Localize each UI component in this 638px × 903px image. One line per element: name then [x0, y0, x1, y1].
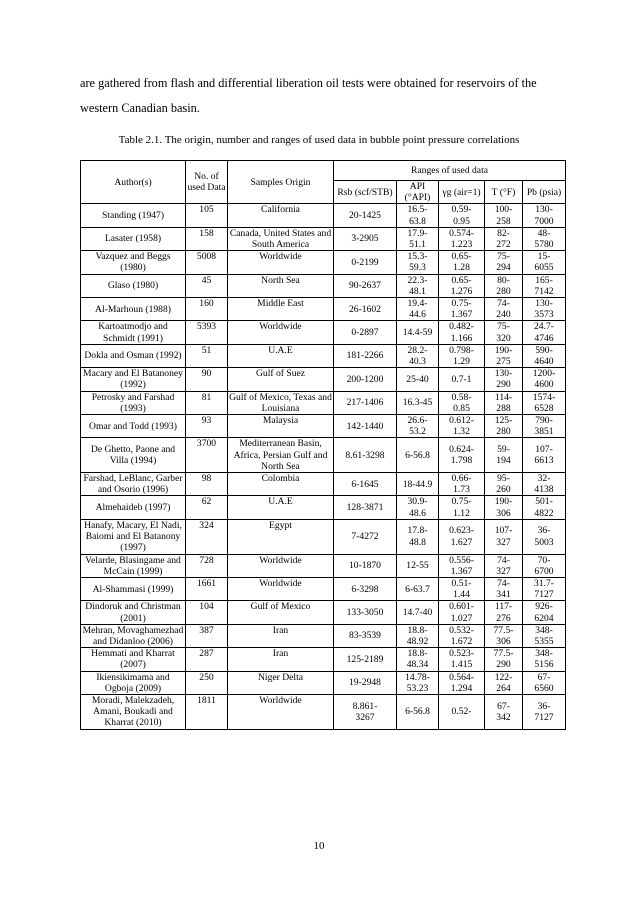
author-cell: Mehran, Movaghamezhad and Didanloo (2006): [81, 624, 186, 647]
table-row: [81, 473, 566, 496]
intro-paragraph: are gathered from flash and differential liberation oil tests were obtained for reservoirs of the western Canadian basin.: [80, 76, 537, 115]
table-row: [81, 601, 566, 624]
api-range-cell: 18.8- 48.92: [397, 624, 439, 647]
data-count-cell: 324: [186, 519, 228, 554]
gamma-g-range-cell: 0.624- 1.798: [439, 438, 485, 473]
origin-cell: Canada, United States and South America: [228, 227, 334, 250]
table-row: [81, 298, 566, 321]
rsb-range-cell: 90-2637: [334, 274, 397, 297]
rsb-range-cell: 26-1602: [334, 298, 397, 321]
header-rsb: Rsb (scf/STB): [334, 181, 397, 204]
gamma-g-range-cell: 0.75- 1.367: [439, 298, 485, 321]
author-cell: Moradi, Malekzadeh, Amani, Boukadi and Kharrat (2010): [81, 694, 186, 729]
api-range-cell: 17.8- 48.8: [397, 519, 439, 554]
gamma-g-range-cell: 0.574- 1.223: [439, 227, 485, 250]
origin-cell: Gulf of Suez: [228, 368, 334, 391]
pb-range-cell: 48- 5780: [523, 227, 566, 250]
api-range-cell: 19.4- 44.6: [397, 298, 439, 321]
rsb-range-cell: 133-3050: [334, 601, 397, 624]
gamma-g-range-cell: 0.523- 1.415: [439, 648, 485, 671]
gamma-g-range-cell: 0.623- 1.627: [439, 519, 485, 554]
pb-range-cell: 926- 6204: [523, 601, 566, 624]
table-row: [81, 415, 566, 438]
origin-cell: North Sea: [228, 274, 334, 297]
pb-range-cell: 165- 7142: [523, 274, 566, 297]
pb-range-cell: 36- 5003: [523, 519, 566, 554]
gamma-g-range-cell: 0.564- 1.294: [439, 671, 485, 694]
table-row: [81, 227, 566, 250]
gamma-g-range-cell: 0.65- 1.28: [439, 251, 485, 274]
rsb-range-cell: 0-2897: [334, 321, 397, 344]
temperature-range-cell: 95- 260: [485, 473, 523, 496]
bubble-point-data-table: [80, 160, 566, 730]
author-cell: Ikiensikimama and Ogboja (2009): [81, 671, 186, 694]
header-ranges: Ranges of used data: [334, 161, 566, 181]
origin-cell: Malaysia: [228, 415, 334, 438]
author-cell: Almehaideb (1997): [81, 496, 186, 519]
api-range-cell: 30.9- 48.6: [397, 496, 439, 519]
temperature-range-cell: 190- 306: [485, 496, 523, 519]
author-cell: Hanafy, Macary, El Nadi, Baiomi and El Batanony (1997): [81, 519, 186, 554]
data-count-cell: 5008: [186, 251, 228, 274]
temperature-range-cell: 114- 288: [485, 391, 523, 414]
author-cell: Dindoruk and Christman (2001): [81, 601, 186, 624]
data-count-cell: 51: [186, 344, 228, 367]
gamma-g-range-cell: 0.59- 0.95: [439, 204, 485, 227]
data-count-cell: 93: [186, 415, 228, 438]
origin-cell: Gulf of Mexico, Texas and Louisiana: [229, 391, 332, 414]
rsb-range-cell: 181-2266: [334, 344, 397, 367]
origin-cell: Iran: [228, 648, 334, 671]
temperature-range-cell: 122- 264: [485, 671, 523, 694]
header-author: Author(s): [81, 161, 186, 204]
temperature-range-cell: 130- 290: [485, 368, 523, 391]
table-row: [81, 251, 566, 274]
table-row: [81, 519, 566, 554]
data-count-cell: 5393: [186, 321, 228, 344]
data-count-cell: 62: [186, 496, 228, 519]
header-gamma-g: γg (air=1): [439, 181, 485, 204]
rsb-range-cell: 3-2905: [334, 227, 397, 250]
api-range-cell: 26.6- 53.2: [397, 415, 439, 438]
origin-cell: U.A.E: [228, 344, 334, 367]
gamma-g-range-cell: 0.52-: [439, 694, 485, 729]
table-row: [81, 204, 566, 227]
table-row: [81, 671, 566, 694]
table-row: [81, 438, 566, 473]
gamma-g-range-cell: 0.532- 1.672: [439, 624, 485, 647]
origin-cell: California: [228, 204, 334, 227]
table-row: [81, 344, 566, 367]
gamma-g-range-cell: 0.482- 1.166: [439, 321, 485, 344]
origin-cell: U.A.E: [228, 496, 334, 519]
author-cell: Standing (1947): [81, 204, 186, 227]
origin-cell: Colombia: [228, 473, 334, 496]
temperature-range-cell: 74- 327: [485, 554, 523, 577]
pb-range-cell: 348- 5156: [523, 648, 566, 671]
gamma-g-range-cell: 0.51- 1.44: [439, 577, 485, 600]
data-count-cell: 160: [186, 298, 228, 321]
temperature-range-cell: 190- 275: [485, 344, 523, 367]
pb-range-cell: 590- 4640: [523, 344, 566, 367]
gamma-g-range-cell: 0.612- 1.32: [439, 415, 485, 438]
table-row: [81, 496, 566, 519]
rsb-range-cell: 0-2199: [334, 251, 397, 274]
pb-range-cell: 67- 6560: [523, 671, 566, 694]
data-count-cell: 104: [186, 601, 228, 624]
data-count-cell: 98: [186, 473, 228, 496]
api-range-cell: 12-55: [397, 554, 439, 577]
api-range-cell: 25-40: [397, 368, 439, 391]
temperature-range-cell: 82- 272: [485, 227, 523, 250]
origin-cell: Egypt: [228, 519, 334, 554]
temperature-range-cell: 80- 280: [485, 274, 523, 297]
data-count-cell: 250: [186, 671, 228, 694]
temperature-range-cell: 77.5- 306: [485, 624, 523, 647]
api-range-cell: 6-63.7: [397, 577, 439, 600]
header-temperature: T (°F): [485, 181, 523, 204]
gamma-g-range-cell: 0.58- 0.85: [439, 391, 485, 414]
origin-cell: Mediterranean Basin, Africa, Persian Gulf and North Sea: [228, 438, 334, 473]
api-range-cell: 18-44.9: [397, 473, 439, 496]
gamma-g-range-cell: 0.601- 1.027: [439, 601, 485, 624]
temperature-range-cell: 100- 258: [485, 204, 523, 227]
gamma-g-range-cell: 0.7-1: [439, 368, 485, 391]
author-cell: Hemmati and Kharrat (2007): [81, 648, 186, 671]
rsb-range-cell: 142-1440: [334, 415, 397, 438]
data-count-cell: 728: [186, 554, 228, 577]
pb-range-cell: 31.7- 7127: [523, 577, 566, 600]
pb-range-cell: 130- 7000: [523, 204, 566, 227]
temperature-range-cell: 77.5- 290: [485, 648, 523, 671]
rsb-range-cell: 6-3298: [334, 577, 397, 600]
api-range-cell: 28.2- 40.3: [397, 344, 439, 367]
author-cell: Vazquez and Beggs (1980): [81, 251, 186, 274]
author-cell: Omar and Todd (1993): [81, 415, 186, 438]
temperature-range-cell: 74- 240: [485, 298, 523, 321]
pb-range-cell: 107- 6613: [523, 438, 566, 473]
author-cell: Velarde, Blasingame and McCain (1999): [81, 554, 186, 577]
api-range-cell: 14.7-40: [397, 601, 439, 624]
api-range-cell: 14.4-59: [397, 321, 439, 344]
origin-cell: Worldwide: [228, 694, 334, 729]
pb-range-cell: 32- 4138: [523, 473, 566, 496]
header-samples-origin: Samples Origin: [228, 161, 334, 204]
data-count-cell: 1661: [186, 577, 228, 600]
rsb-range-cell: 217-1406: [334, 391, 397, 414]
author-cell: Farshad, LeBlanc, Garber and Osorio (1996): [81, 473, 186, 496]
rsb-range-cell: 8.61-3298: [334, 438, 397, 473]
data-count-cell: 387: [186, 624, 228, 647]
pb-range-cell: 70- 6700: [523, 554, 566, 577]
api-range-cell: 14.78- 53.23: [397, 671, 439, 694]
data-count-cell: 105: [186, 204, 228, 227]
pb-range-cell: 790- 3851: [523, 415, 566, 438]
rsb-range-cell: 20-1425: [334, 204, 397, 227]
table-row: [81, 694, 566, 729]
page-number: 10: [313, 840, 325, 852]
table-row: [81, 554, 566, 577]
temperature-range-cell: 59- 194: [485, 438, 523, 473]
rsb-range-cell: 10-1870: [334, 554, 397, 577]
temperature-range-cell: 117- 276: [485, 601, 523, 624]
api-range-cell: 16.5- 63.8: [397, 204, 439, 227]
header-no-of-data: No. of used Data: [186, 161, 228, 204]
api-range-cell: 22.3- 48.1: [397, 274, 439, 297]
origin-cell: Worldwide: [228, 577, 334, 600]
data-count-cell: 158: [186, 227, 228, 250]
origin-cell: Iran: [228, 624, 334, 647]
rsb-range-cell: 8.861- 3267: [334, 694, 397, 729]
author-cell: Lasater (1958): [81, 227, 186, 250]
pb-range-cell: 36- 7127: [523, 694, 566, 729]
author-cell: Glaso (1980): [81, 274, 186, 297]
gamma-g-range-cell: 0.798- 1.29: [439, 344, 485, 367]
data-count-cell: 1811: [186, 694, 228, 729]
gamma-g-range-cell: 0.66- 1.73: [439, 473, 485, 496]
table-row: [81, 577, 566, 600]
origin-cell: Worldwide: [228, 321, 334, 344]
rsb-range-cell: 125-2189: [334, 648, 397, 671]
temperature-range-cell: 75- 320: [485, 321, 523, 344]
api-range-cell: 6-56.8: [397, 694, 439, 729]
data-count-cell: 90: [186, 368, 228, 391]
origin-cell: Worldwide: [228, 251, 334, 274]
author-cell: De Ghetto, Paone and Villa (1994): [81, 438, 186, 473]
pb-range-cell: 1574- 6528: [523, 391, 566, 414]
pb-range-cell: 1200- 4600: [523, 368, 566, 391]
temperature-range-cell: 107- 327: [485, 519, 523, 554]
gamma-g-range-cell: 0.75- 1.12: [439, 496, 485, 519]
author-cell: Kartoatmodjo and Schmidt (1991): [81, 321, 186, 344]
data-count-cell: 45: [186, 274, 228, 297]
api-range-cell: 6-56.8: [397, 438, 439, 473]
table-row: [81, 321, 566, 344]
table-row: [81, 274, 566, 297]
author-cell: Dokla and Osman (1992): [81, 344, 186, 367]
author-cell: Al-Marhoun (1988): [81, 298, 186, 321]
rsb-range-cell: 83-3539: [334, 624, 397, 647]
origin-cell: Worldwide: [228, 554, 334, 577]
temperature-range-cell: 67- 342: [485, 694, 523, 729]
author-cell: Petrosky and Farshad (1993): [81, 391, 186, 414]
gamma-g-range-cell: 0.556- 1.367: [439, 554, 485, 577]
table-row: [81, 391, 566, 414]
gamma-g-range-cell: 0.65- 1.276: [439, 274, 485, 297]
author-cell: Al-Shammasi (1999): [81, 577, 186, 600]
origin-cell: Middle East: [228, 298, 334, 321]
data-count-cell: 81: [186, 391, 228, 414]
api-range-cell: 15.3- 59.3: [397, 251, 439, 274]
data-count-cell: 3700: [186, 438, 228, 473]
temperature-range-cell: 74- 341: [485, 577, 523, 600]
table-caption: Table 2.1. The origin, number and ranges of used data in bubble point pressure correlations: [118, 134, 520, 146]
origin-cell: Niger Delta: [228, 671, 334, 694]
pb-range-cell: 501- 4822: [523, 496, 566, 519]
origin-cell: Gulf of Mexico: [228, 601, 334, 624]
table-body: [81, 204, 566, 729]
rsb-range-cell: 7-4272: [334, 519, 397, 554]
temperature-range-cell: 125- 280: [485, 415, 523, 438]
pb-range-cell: 24.7- 4746: [523, 321, 566, 344]
rsb-range-cell: 19-2948: [334, 671, 397, 694]
author-cell: Macary and El Batanoney (1992): [81, 368, 186, 391]
header-pb: Pb (psia): [523, 181, 566, 204]
temperature-range-cell: 75- 294: [485, 251, 523, 274]
pb-range-cell: 348- 5355: [523, 624, 566, 647]
rsb-range-cell: 128-3871: [334, 496, 397, 519]
api-range-cell: 17.9- 51.1: [397, 227, 439, 250]
table-row: [81, 648, 566, 671]
pb-range-cell: 130- 3573: [523, 298, 566, 321]
api-range-cell: 16.3-45: [397, 391, 439, 414]
rsb-range-cell: 200-1200: [334, 368, 397, 391]
pb-range-cell: 15- 6055: [523, 251, 566, 274]
header-api: API (°API): [397, 181, 439, 204]
rsb-range-cell: 6-1645: [334, 473, 397, 496]
table-row: [81, 624, 566, 647]
api-range-cell: 18.8- 48.34: [397, 648, 439, 671]
table-row: [81, 368, 566, 391]
data-count-cell: 287: [186, 648, 228, 671]
